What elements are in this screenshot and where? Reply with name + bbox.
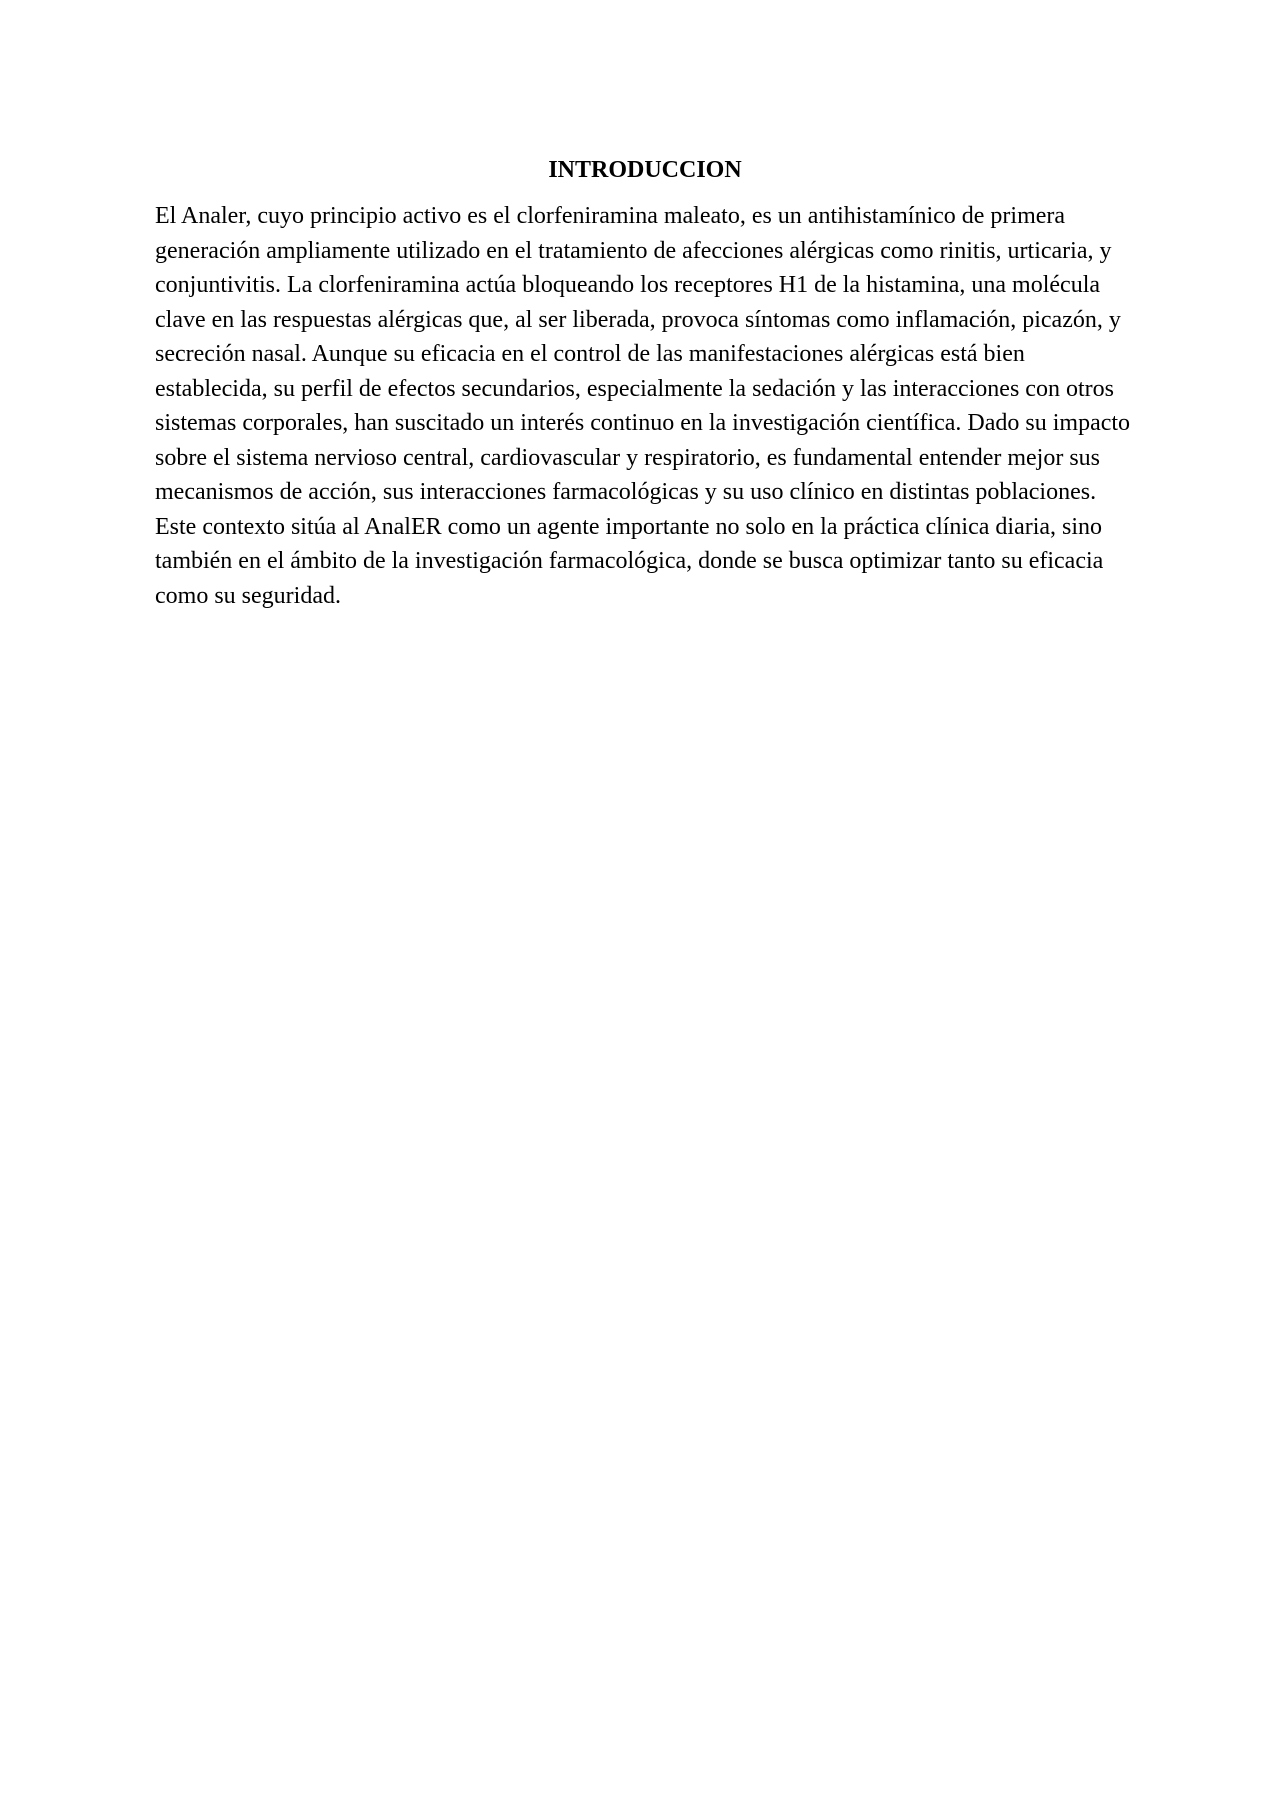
document-title: INTRODUCCION: [548, 157, 742, 183]
document-content: [155, 150, 1135, 613]
introduction-paragraph: El Analer, cuyo principio activo es el clorfeniramina maleato, es un antihistamínico de primera generación ampliamente utilizado en el tratamiento de afecciones alérgicas como rinitis, urticaria, y conjuntivitis. La clorfeniramina actúa bloqueando los receptores H1 de la histamina, una molécula clave en las respuestas alérgicas que, al ser liberada, provoca síntomas como inflamación, picazón, y secreción nasal. Aunque su eficacia en el control de las manifestaciones alérgicas está bien establecida, su perfil de efectos secundarios, especialmente la sedación y las interacciones con otros sistemas corporales, han suscitado un interés continuo en la investigación científica. Dado su impacto sobre el sistema nervioso central, cardiovascular y respiratorio, es fundamental entender mejor sus mecanismos de acción, sus interacciones farmacológicas y su uso clínico en distintas poblaciones. Este contexto sitúa al AnalER como un agente importante no solo en la práctica clínica diaria, sino también en el ámbito de la investigación farmacológica, donde se busca optimizar tanto su eficacia como su seguridad.: [155, 203, 1131, 609]
